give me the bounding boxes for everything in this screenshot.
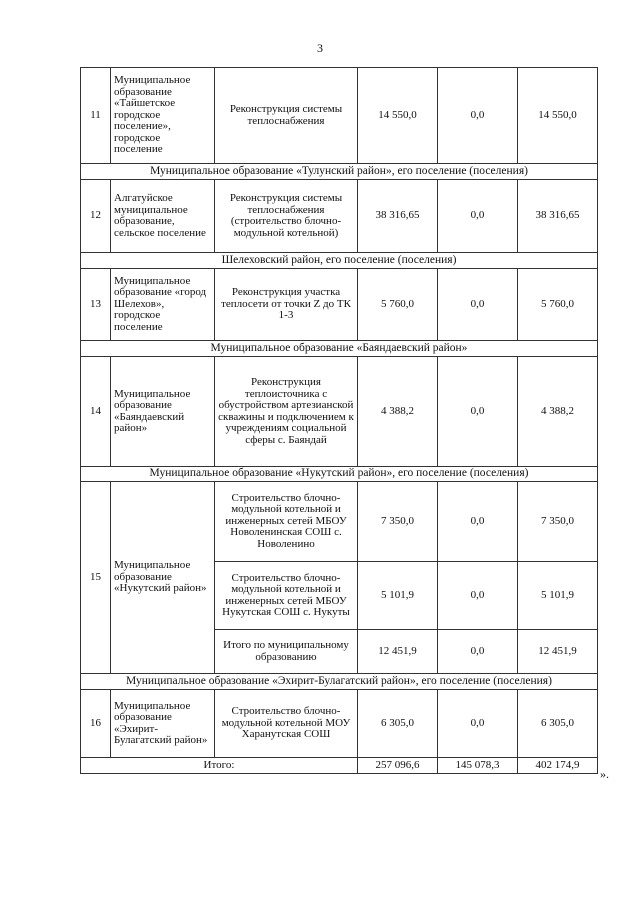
amount-cell: 4 388,2	[358, 357, 438, 467]
amount-cell: 0,0	[438, 357, 518, 467]
municipality-cell: Муниципальное образование «Баяндаевский район»	[111, 357, 215, 467]
amount-cell: 12 451,9	[518, 630, 598, 674]
section-header-row	[81, 253, 598, 269]
table-row	[81, 482, 598, 562]
row-number: 14	[81, 357, 111, 467]
amount-cell: 0,0	[438, 68, 518, 164]
amount-cell: 38 316,65	[518, 180, 598, 253]
table-row	[81, 68, 598, 164]
funding-table	[80, 67, 598, 774]
amount-cell: 0,0	[438, 180, 518, 253]
object-cell: Строительство блочно-модульной котельной МОУ Харанутская СОШ	[215, 690, 358, 758]
object-cell: Строительство блочно-модульной котельной и инженерных сетей МБОУ Нукутская СОШ с. Нукуты	[215, 562, 358, 630]
row-number: 13	[81, 269, 111, 341]
municipality-cell: Муниципальное образование «Тайшетское городское поселение», городское поселение	[111, 68, 215, 164]
amount-cell: 0,0	[438, 482, 518, 562]
amount-cell: 7 350,0	[518, 482, 598, 562]
section-title: Муниципальное образование «Тулунский район», его поселение (поселения)	[81, 164, 598, 180]
municipality-cell: Муниципальное образование «город Шелехов», городское поселение	[111, 269, 215, 341]
amount-cell: 5 101,9	[358, 562, 438, 630]
amount-cell: 38 316,65	[358, 180, 438, 253]
section-header-row	[81, 467, 598, 482]
amount-cell: 14 550,0	[518, 68, 598, 164]
amount-cell: 0,0	[438, 269, 518, 341]
amount-cell: 0,0	[438, 690, 518, 758]
section-title: Муниципальное образование «Эхирит-Булагатский район», его поселение (поселения)	[81, 674, 598, 690]
municipality-cell: Муниципальное образование «Нукутский район»	[111, 482, 215, 674]
amount-cell: 6 305,0	[358, 690, 438, 758]
total-amount: 257 096,6	[358, 758, 438, 774]
table-row	[81, 690, 598, 758]
table-row	[81, 180, 598, 253]
object-cell: Реконструкция теплоисточника с обустройством артезианской скважины и подключением к учреждениям социальной сферы с. Баяндай	[215, 357, 358, 467]
total-amount: 145 078,3	[438, 758, 518, 774]
amount-cell: 0,0	[438, 630, 518, 674]
section-header-row	[81, 341, 598, 357]
object-cell: Реконструкция участка теплосети от точки Z до ТК 1-3	[215, 269, 358, 341]
municipality-cell: Муниципальное образование «Эхирит-Булагатский район»	[111, 690, 215, 758]
amount-cell: 5 760,0	[358, 269, 438, 341]
amount-cell: 4 388,2	[518, 357, 598, 467]
subtotal-label: Итого по муниципальному образованию	[215, 630, 358, 674]
section-header-row	[81, 164, 598, 180]
page-number: 3	[317, 41, 323, 55]
amount-cell: 7 350,0	[358, 482, 438, 562]
section-title: Шелеховский район, его поселение (поселения)	[81, 253, 598, 269]
amount-cell: 14 550,0	[358, 68, 438, 164]
object-cell: Реконструкция системы теплоснабжения (строительство блочно-модульной котельной)	[215, 180, 358, 253]
municipality-cell: Алгатуйское муниципальное образование, сельское поселение	[111, 180, 215, 253]
object-cell: Строительство блочно-модульной котельной и инженерных сетей МБОУ Новоленинская СОШ с. Новоленино	[215, 482, 358, 562]
amount-cell: 12 451,9	[358, 630, 438, 674]
object-cell: Реконструкция системы теплоснабжения	[215, 68, 358, 164]
section-title: Муниципальное образование «Нукутский район», его поселение (поселения)	[81, 467, 598, 482]
row-number: 16	[81, 690, 111, 758]
amount-cell: 0,0	[438, 562, 518, 630]
amount-cell: 6 305,0	[518, 690, 598, 758]
table-row	[81, 357, 598, 467]
section-title: Муниципальное образование «Баяндаевский район»	[81, 341, 598, 357]
row-number: 12	[81, 180, 111, 253]
total-row	[81, 758, 598, 774]
section-header-row	[81, 674, 598, 690]
row-number: 11	[81, 68, 111, 164]
total-amount: 402 174,9	[518, 758, 598, 774]
amount-cell: 5 760,0	[518, 269, 598, 341]
table-row	[81, 269, 598, 341]
amount-cell: 5 101,9	[518, 562, 598, 630]
total-label: Итого:	[81, 758, 358, 774]
closing-quote-mark: ».	[600, 767, 609, 781]
row-number: 15	[81, 482, 111, 674]
